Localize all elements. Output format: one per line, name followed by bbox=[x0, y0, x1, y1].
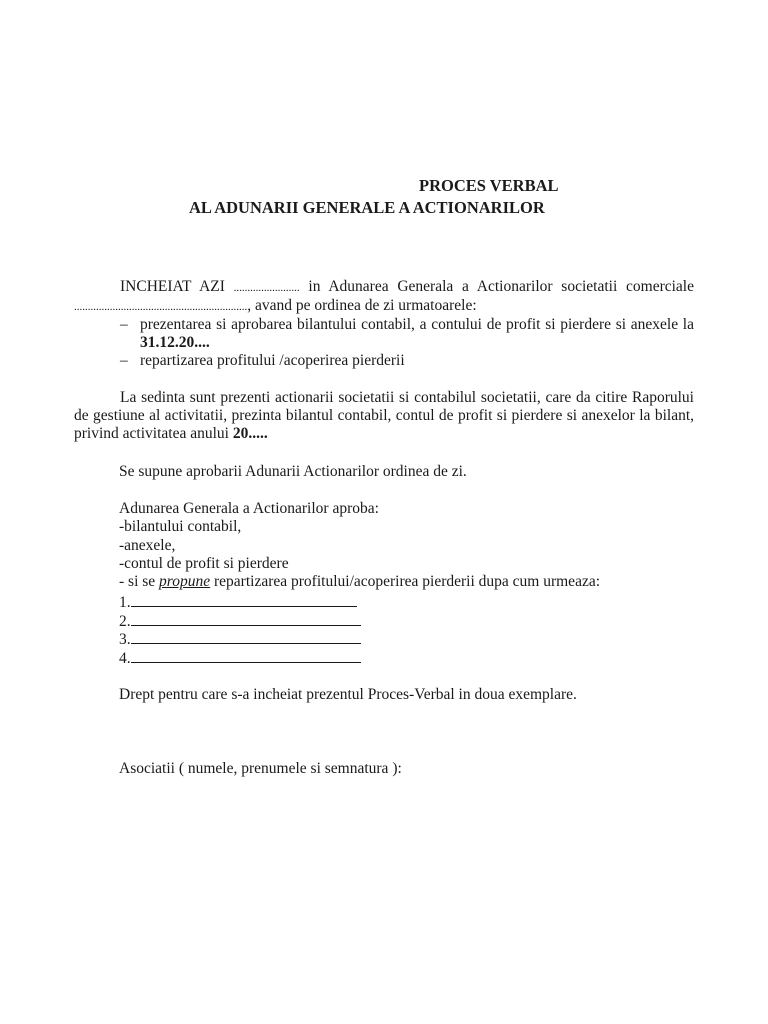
approval-proposal bbox=[119, 573, 600, 591]
intro-paragraph bbox=[74, 278, 694, 316]
intro-part3: , avand pe ordinea de zi urmatoarele: bbox=[247, 297, 477, 314]
proposal-word: propune bbox=[159, 573, 211, 590]
approval-item: -bilantului contabil, bbox=[119, 518, 242, 535]
approval-heading: Adunarea Generala a Actionarilor aproba: bbox=[119, 500, 379, 517]
numbered-line-label: 4. bbox=[119, 650, 131, 667]
approval-item: -anexele, bbox=[119, 537, 176, 554]
agenda-item-2: repartizarea profitului /acoperirea pierderii bbox=[140, 352, 405, 369]
blank-line bbox=[131, 592, 357, 607]
numbered-line bbox=[119, 611, 361, 631]
numbered-line bbox=[119, 629, 361, 649]
numbered-line-label: 1. bbox=[119, 594, 131, 611]
attendance-paragraph bbox=[74, 389, 694, 443]
company-placeholder: ............................................................... bbox=[74, 301, 248, 313]
numbered-line-label: 2. bbox=[119, 613, 131, 630]
numbered-line bbox=[119, 648, 361, 668]
blank-line bbox=[131, 629, 361, 644]
document-title: PROCES VERBAL bbox=[419, 176, 559, 195]
approval-item: -contul de profit si pierdere bbox=[119, 555, 289, 572]
closing-statement: Drept pentru care s-a incheiat prezentul Proces-Verbal in doua exemplare. bbox=[119, 686, 577, 703]
numbered-line bbox=[119, 592, 357, 612]
proposal-post: repartizarea profitului/acoperirea pierderii dupa cum urmeaza: bbox=[210, 573, 601, 590]
attendance-text: La sedinta sunt prezenti actionarii societatii si contabilul societatii, care da citire Raporului de gestiune al activitatii, prezinta bilantul contabil, contul de profit si pierdere si anexelor la bilant, privind activitatea anului bbox=[74, 389, 694, 442]
intro-part1: INCHEIAT AZI bbox=[120, 278, 234, 295]
proposal-pre: - si se bbox=[119, 573, 160, 590]
signature-label: Asociatii ( numele, prenumele si semnatura ): bbox=[119, 760, 402, 777]
agenda-item-1-text: prezentarea si aprobarea bilantului contabil, a contului de profit si pierdere si anexele la bbox=[140, 316, 694, 333]
agenda-bullet-2: – bbox=[120, 352, 128, 369]
agenda-bullet-1: – bbox=[120, 316, 128, 333]
agenda-item-1 bbox=[140, 316, 694, 352]
date-placeholder: ........................ bbox=[233, 282, 300, 294]
blank-line bbox=[131, 611, 361, 626]
attendance-year: 20..... bbox=[232, 425, 268, 442]
blank-line bbox=[131, 648, 361, 663]
agenda-item-1-date: 31.12.20.... bbox=[140, 334, 210, 351]
intro-part2: in Adunarea Generala a Actionarilor societatii comerciale bbox=[299, 278, 694, 295]
approval-request: Se supune aprobarii Adunarii Actionarilor ordinea de zi. bbox=[119, 463, 467, 480]
document-subtitle: AL ADUNARII GENERALE A ACTIONARILOR bbox=[189, 198, 545, 217]
numbered-line-label: 3. bbox=[119, 631, 131, 648]
